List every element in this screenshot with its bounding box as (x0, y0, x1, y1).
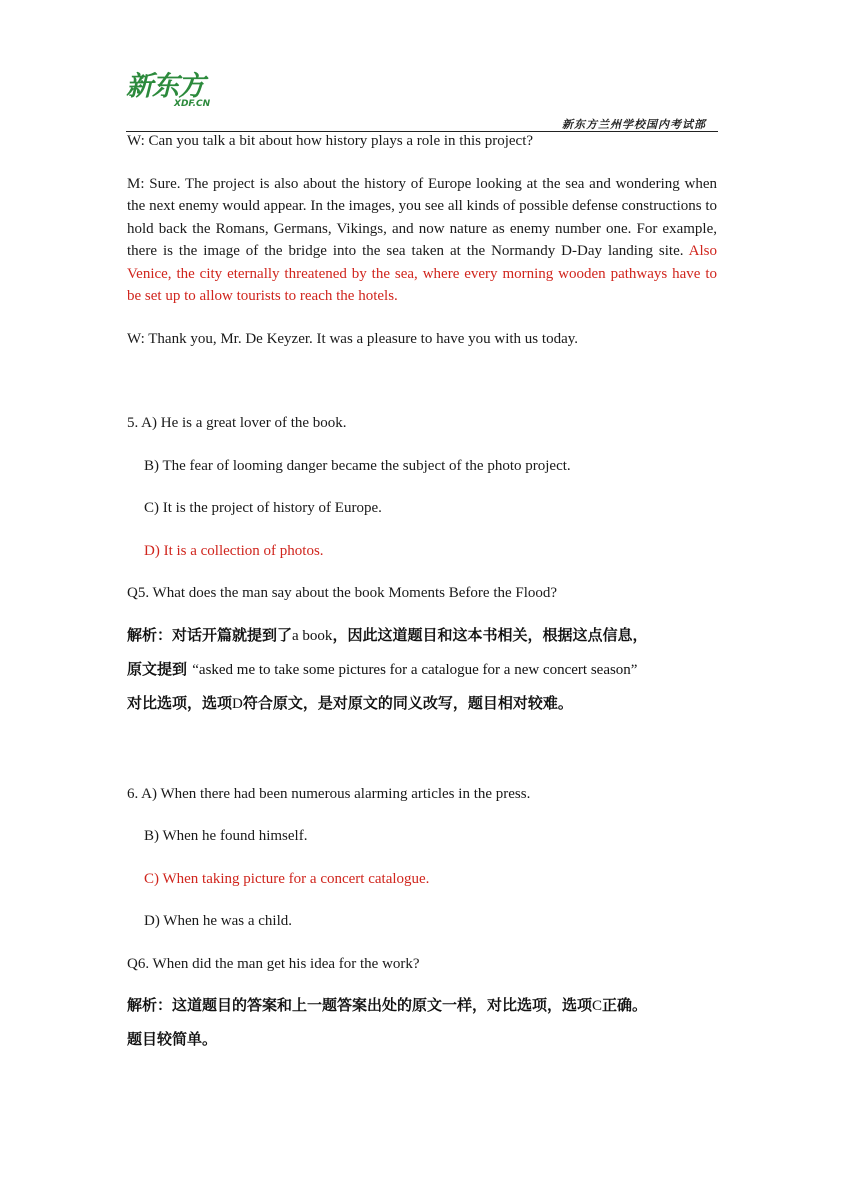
dialogue-line: W: Can you talk a bit about how history plays a role in this project? (127, 133, 534, 149)
analysis-line: 题目较简单。 (127, 1030, 218, 1048)
option-b: B) When he found himself. (144, 828, 308, 844)
logo-subtext: XDF.CN (174, 99, 211, 109)
option-c-correct: C) When taking picture for a concert catalogue. (144, 870, 430, 887)
analysis-line: 解析：这道题目的答案和上一题答案出处的原文一样，对比选项，选项C正确。 (127, 996, 648, 1014)
option-a: 5. A) He is a great lover of the book. (127, 415, 347, 431)
highlighted-answer-text: Also Venice, the city eternally threatened by the sea, where every morning wooden pathways have to be set up to allow tourists to reach the hotels. (127, 243, 717, 304)
logo-text: 新东方 (126, 71, 204, 102)
dialogue-paragraph (127, 173, 717, 308)
question-text: Q6. When did the man get his idea for the work? (127, 955, 420, 972)
analysis-block (127, 989, 717, 1056)
option-b: B) The fear of looming danger became the subject of the photo project. (144, 457, 571, 474)
option-d-correct: D) It is a collection of photos. (144, 542, 324, 559)
question-text: Q5. What does the man say about the book Moments Before the Flood? (127, 585, 558, 601)
option-d: D) When he was a child. (144, 913, 293, 929)
dialogue-text: M: Sure. The project is also about the history of Europe looking at the sea and wondering when the next enemy would appear. In the images, you see all kinds of possible defense constructions to hold back the Romans, Germans, Vikings, and now nature as enemy number one. For example, there is the image of the bridge into the sea taken at the Normandy D-Day landing site. (127, 175, 717, 259)
analysis-line: 原文提到 “asked me to take some pictures for a catalogue for a new concert season” (127, 659, 638, 678)
option-a: 6. A) When there had been numerous alarming articles in the press. (127, 785, 531, 802)
analysis-line: 对比选项，选项D符合原文，是对原文的同义改写，题目相对较难。 (127, 693, 573, 712)
header-note: 新东方兰州学校国内考试部 (562, 118, 706, 131)
option-c: C) It is the project of history of Europe. (144, 500, 382, 516)
analysis-line: 解析：对话开篇就提到了a book，因此这道题目和这本书相关，根据这点信息， (127, 625, 648, 644)
xdf-logo (126, 72, 226, 114)
document-body (127, 130, 717, 1056)
analysis-block (127, 619, 717, 721)
dialogue-line: W: Thank you, Mr. De Keyzer. It was a pleasure to have you with us today. (127, 330, 578, 347)
